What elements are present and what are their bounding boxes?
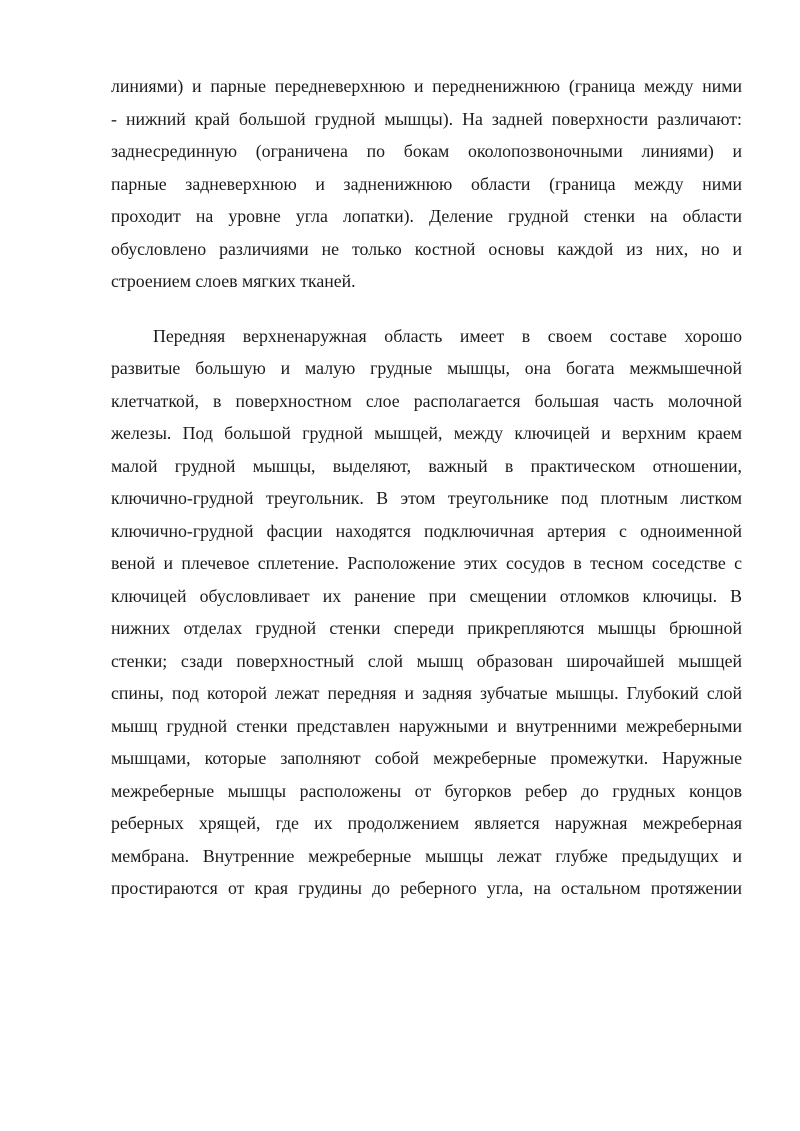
- paragraph-1: [111, 70, 742, 298]
- text-line: Передняя верхненаружная область имеет в своем составе хорошо: [153, 325, 742, 346]
- text-line: ключицей обусловливает их ранение при смещении отломков ключицы. В: [111, 585, 742, 606]
- text-line: ключично-грудной треугольник. В этом треугольнике под плотным листком: [111, 488, 742, 508]
- text-line: межреберные мышцы расположены от бугорков ребер до грудных концов: [111, 780, 742, 801]
- text-line: обусловлено различиями не только костной основы каждой из них, но и: [111, 238, 742, 259]
- paragraph-2: [111, 320, 742, 905]
- text-line: мышцами, которые заполняют собой межреберные промежутки. Наружные: [111, 748, 742, 768]
- text-line: спины, под которой лежат передняя и задняя зубчатые мышцы. Глубокий слой: [111, 683, 742, 703]
- text-line: строением слоев мягких тканей.: [111, 271, 356, 291]
- text-line: малой грудной мышцы, выделяют, важный в практическом отношении,: [111, 455, 742, 476]
- text-line: клетчаткой, в поверхностном слое располагается большая часть молочной: [111, 390, 742, 411]
- text-line: - нижний край большой грудной мышцы). На задней поверхности различают:: [111, 108, 742, 129]
- text-line: простираются от края грудины до реберного угла, на остальном протяжении: [111, 878, 742, 898]
- text-line: нижних отделах грудной стенки спереди прикрепляются мышцы брюшной: [111, 618, 742, 638]
- text-line: мышц грудной стенки представлен наружными и внутренними межреберными: [111, 715, 742, 736]
- text-line: стенки; сзади поверхностный слой мышц образован широчайшей мышцей: [111, 650, 742, 671]
- text-line: мембрана. Внутренние межреберные мышцы лежат глубже предыдущих и: [111, 845, 742, 866]
- text-line: железы. Под большой грудной мышцей, между ключицей и верхним краем: [111, 423, 742, 443]
- text-line: развитые большую и малую грудные мышцы, она богата межмышечной: [111, 358, 742, 378]
- body-text: [111, 70, 742, 905]
- paragraph-spacer: [111, 298, 742, 320]
- text-line: заднесрединную (ограничена по бокам околопозвоночными линиями) и: [111, 141, 742, 161]
- text-line: веной и плечевое сплетение. Расположение этих сосудов в тесном соседстве с: [111, 553, 742, 573]
- text-line: линиями) и парные передневерхнюю и передненижнюю (граница между ними: [111, 76, 742, 96]
- text-line: реберных хрящей, где их продолжением является наружная межреберная: [111, 813, 742, 833]
- text-line: ключично-грудной фасции находятся подключичная артерия с одноименной: [111, 520, 742, 541]
- text-line: парные задневерхнюю и задненижнюю области (граница между ними: [111, 173, 742, 194]
- text-line: проходит на уровне угла лопатки). Деление грудной стенки на области: [111, 206, 742, 226]
